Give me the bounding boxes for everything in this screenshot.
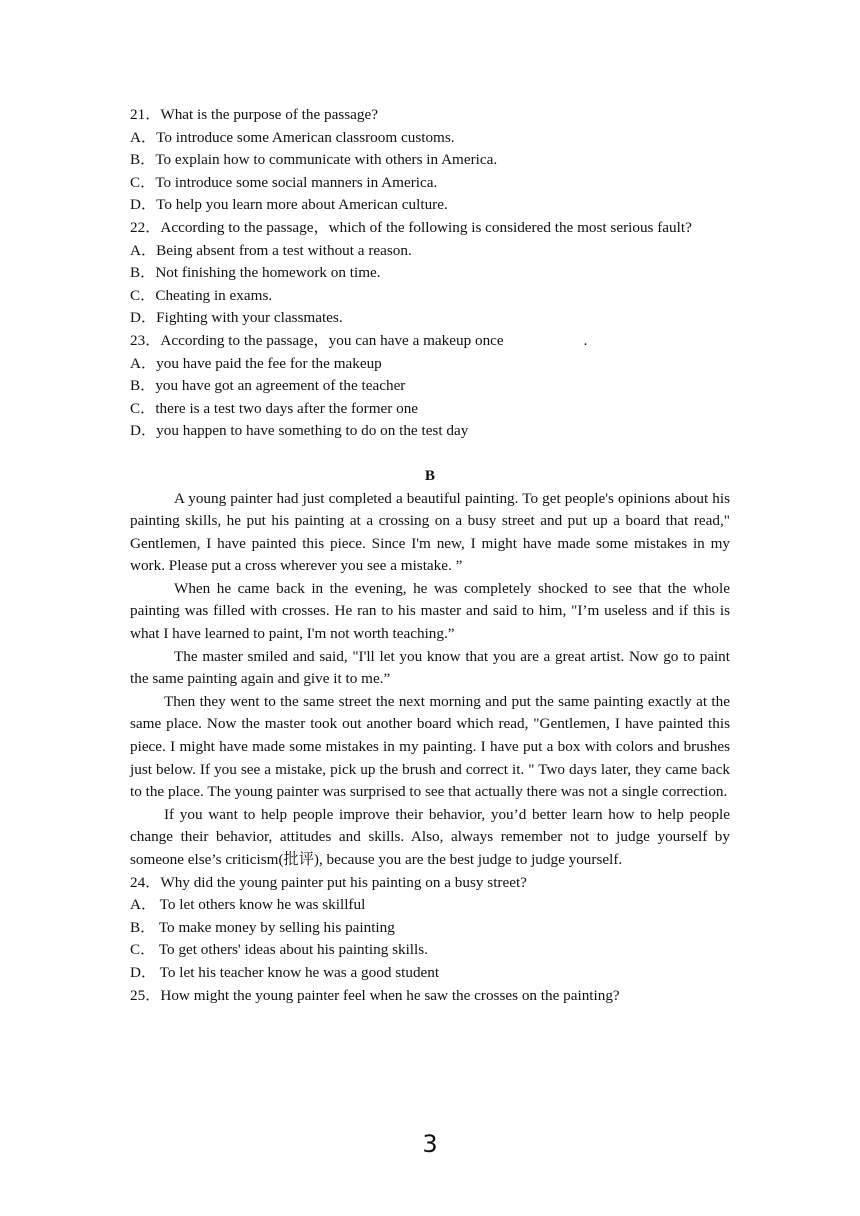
option-a: A． To let others know he was skillful: [130, 896, 366, 914]
option-c: C．Cheating in exams.: [130, 286, 273, 304]
option-b: B．To explain how to communicate with others in America.: [130, 151, 498, 169]
page-number: 3: [422, 1130, 438, 1158]
option-b: B．Not finishing the homework on time.: [130, 264, 381, 282]
passage-paragraph-4: Then they went to the same street the next morning and put the same painting exactly at the same place. Now the master took out another board which read, "Gentlemen, I have painted this piece. I might have made some mistakes in my painting. I have put a box with colors and brushes just below. If you see a mistake, pick up the brush and correct it. " Two days later, they came back to the place. The young painter was surprised to see that actually there was not a single correction.: [130, 692, 730, 801]
section-title: B: [424, 466, 436, 484]
question-text: 21．What is the purpose of the passage?: [130, 106, 378, 123]
option-c: C． To get others' ideas about his painting skills.: [130, 941, 428, 959]
question-25: [130, 985, 730, 1008]
question-text: 24．Why did the young painter put his painting on a busy street?: [130, 873, 527, 891]
question-text: [130, 330, 730, 353]
section-b: [130, 465, 730, 872]
question-23: [130, 330, 730, 443]
option-c: C．To introduce some social manners in America.: [130, 173, 438, 191]
passage-paragraph-5: If you want to help people improve their behavior, you’d better learn how to help people change their behavior, attitudes and skills. Also, always remember not to judge yourself by someone else’s criticism(批评), because you are the best judge to judge yourself.: [130, 805, 730, 868]
question-text-before-blank: 23．According to the passage，you can have a makeup once: [130, 331, 504, 349]
passage-paragraph-2: When he came back in the evening, he was completely shocked to see that the whole painting was filled with crosses. He ran to his master and said to him, "I’m useless and if this is what I have learned to paint, I'm not worth teaching.”: [130, 579, 730, 643]
question-21: [130, 104, 730, 217]
option-b: B． To make money by selling his painting: [130, 918, 395, 936]
option-a: A．you have paid the fee for the makeup: [130, 354, 382, 372]
passage-paragraph-1: A young painter had just completed a beautiful painting. To get people's opinions about his painting skills, he put his painting at a crossing on a busy street and put up a board that read," Gentlemen, I have painted this piece. Since I'm new, I might have made some mistakes in my work. Please put a cross wherever you see a mistake. ”: [130, 489, 730, 575]
question-text: 25．How might the young painter feel when he saw the crosses on the painting?: [130, 986, 620, 1004]
option-d: D．Fighting with your classmates.: [130, 309, 343, 327]
question-text-after-blank: .: [583, 331, 588, 349]
question-24: [130, 872, 730, 985]
question-22: [130, 217, 730, 330]
option-d: D．To help you learn more about American culture.: [130, 196, 448, 214]
option-c: C．there is a test two days after the former one: [130, 399, 419, 417]
option-a: A．Being absent from a test without a reason.: [130, 241, 412, 259]
option-a: A．To introduce some American classroom customs.: [130, 128, 455, 146]
option-b: B．you have got an agreement of the teacher: [130, 377, 406, 395]
question-text: 22．According to the passage，which of the following is considered the most serious fault?: [130, 218, 692, 236]
option-d: D． To let his teacher know he was a good student: [130, 963, 440, 981]
page-content: [130, 104, 730, 1007]
option-d: D．you happen to have something to do on the test day: [130, 422, 469, 440]
passage-paragraph-3: The master smiled and said, "I'll let you know that you are a great artist. Now go to paint the same painting again and give it to me.”: [130, 647, 730, 688]
